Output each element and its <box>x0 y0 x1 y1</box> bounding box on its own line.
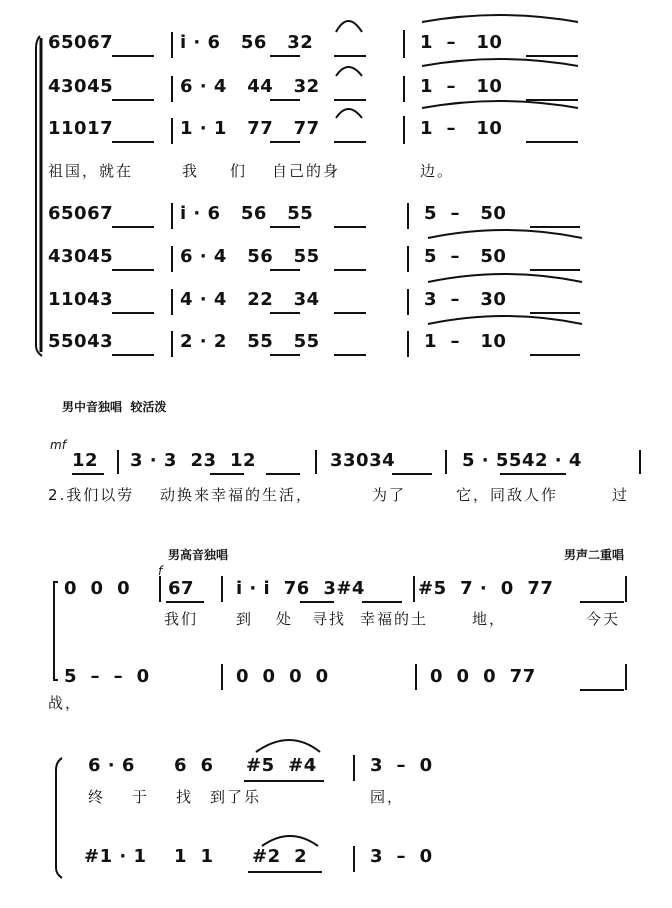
measure-notes: 1 – 10 <box>420 118 503 139</box>
lyric-text: 动换来幸福的生活， <box>160 486 314 504</box>
measure-notes: 1 · 1 77 77 <box>180 118 320 139</box>
measure-notes: 0 0 0 <box>64 578 131 599</box>
lyric-text: 为了 <box>372 486 407 504</box>
lyric-text: 边。 <box>420 162 455 180</box>
measure-notes: 43045 <box>48 246 114 267</box>
measure-notes: 3 – 0 <box>370 755 433 776</box>
measure-notes: #5 #4 <box>246 755 317 776</box>
tie <box>262 836 318 846</box>
measure-notes: 1 – 10 <box>420 32 503 53</box>
measure-notes: 6 · 4 44 32 <box>180 76 320 97</box>
tie <box>256 740 320 752</box>
system-bracket <box>56 758 62 878</box>
section-label: 男中音独唱 较活泼 <box>62 400 167 414</box>
tie <box>422 59 578 66</box>
measure-notes: 43045 <box>48 76 114 97</box>
measure-notes: 5 – 50 <box>424 203 507 224</box>
measure-notes: 12 <box>72 450 99 471</box>
measure-notes: 4 · 4 22 34 <box>180 289 320 310</box>
tie <box>336 21 362 32</box>
lyric-text: 我 <box>182 162 200 180</box>
system-bracket <box>54 582 58 680</box>
tie <box>428 230 582 238</box>
lyric-text: 终 <box>88 788 106 806</box>
measure-notes: 55043 <box>48 331 114 352</box>
lyric-text: 幸福的土 <box>360 610 429 628</box>
lyric-text: 过 <box>612 486 630 504</box>
measure-notes: 6 6 <box>174 755 214 776</box>
lyric-text: 找 <box>176 788 194 806</box>
lyric-text: 祖国，就在 <box>48 162 134 180</box>
lyric-text: 处 <box>276 610 294 628</box>
lyric-text: 自己的身 <box>272 162 341 180</box>
lyric-text: 寻找 <box>312 610 347 628</box>
lyric-text: 战， <box>48 694 83 712</box>
tie <box>422 15 578 22</box>
measure-notes: 1 – 10 <box>424 331 507 352</box>
measure-notes: 65067 <box>48 203 114 224</box>
lyric-text: 地， <box>472 610 507 628</box>
measure-notes: 11017 <box>48 118 114 139</box>
measure-notes: 5 · 5542 · 4 <box>462 450 582 471</box>
lyric-text: 园， <box>370 788 405 806</box>
tie <box>336 67 362 76</box>
tie <box>428 316 582 324</box>
measure-notes: i · 6 56 32 <box>180 32 314 53</box>
dynamic-marking: f <box>158 564 163 578</box>
measure-notes: 0 0 0 77 <box>430 666 536 687</box>
tie <box>422 101 578 108</box>
lyric-text: 它，同敌人作 <box>456 486 559 504</box>
measure-notes: 1 1 <box>174 846 214 867</box>
measure-notes: #2 2 <box>252 846 308 867</box>
measure-notes: 6 · 4 56 55 <box>180 246 320 267</box>
measure-notes: 2 · 2 55 55 <box>180 331 320 352</box>
measure-notes: i · 6 56 55 <box>180 203 314 224</box>
measure-notes: 11043 <box>48 289 114 310</box>
lyric-text: 今天 <box>586 610 621 628</box>
measure-notes: 65067 <box>48 32 114 53</box>
dynamic-marking: mf <box>50 438 66 452</box>
measure-notes: 1 – 10 <box>420 76 503 97</box>
measure-notes: 0 0 0 0 <box>236 666 329 687</box>
measure-notes: #5 7 · 0 77 <box>418 578 554 599</box>
measure-notes: 33034 <box>330 450 396 471</box>
tie <box>428 274 582 282</box>
measure-notes: 3 – 30 <box>424 289 507 310</box>
measure-notes: #1 · 1 <box>84 846 147 867</box>
lyric-text: 我们 <box>164 610 199 628</box>
measure-notes: 5 – – 0 <box>64 666 150 687</box>
measure-notes: 67 <box>168 578 195 599</box>
measure-notes: 6 · 6 <box>88 755 135 776</box>
section-label: 男高音独唱 <box>168 548 229 562</box>
lyric-text: 们 <box>230 162 248 180</box>
lyric-text: 于 <box>132 788 150 806</box>
lyric-text: 到 <box>236 610 254 628</box>
measure-notes: 5 – 50 <box>424 246 507 267</box>
measure-notes: 3 · 3 23 12 <box>130 450 257 471</box>
lyric-text: 2.我们以劳 <box>48 486 135 504</box>
lyric-text: 到了乐 <box>210 788 262 806</box>
section-label: 男声二重唱 <box>564 548 625 562</box>
measure-notes: 3 – 0 <box>370 846 433 867</box>
tie <box>336 109 362 118</box>
measure-notes: i · i 76 3#4 <box>236 578 365 599</box>
